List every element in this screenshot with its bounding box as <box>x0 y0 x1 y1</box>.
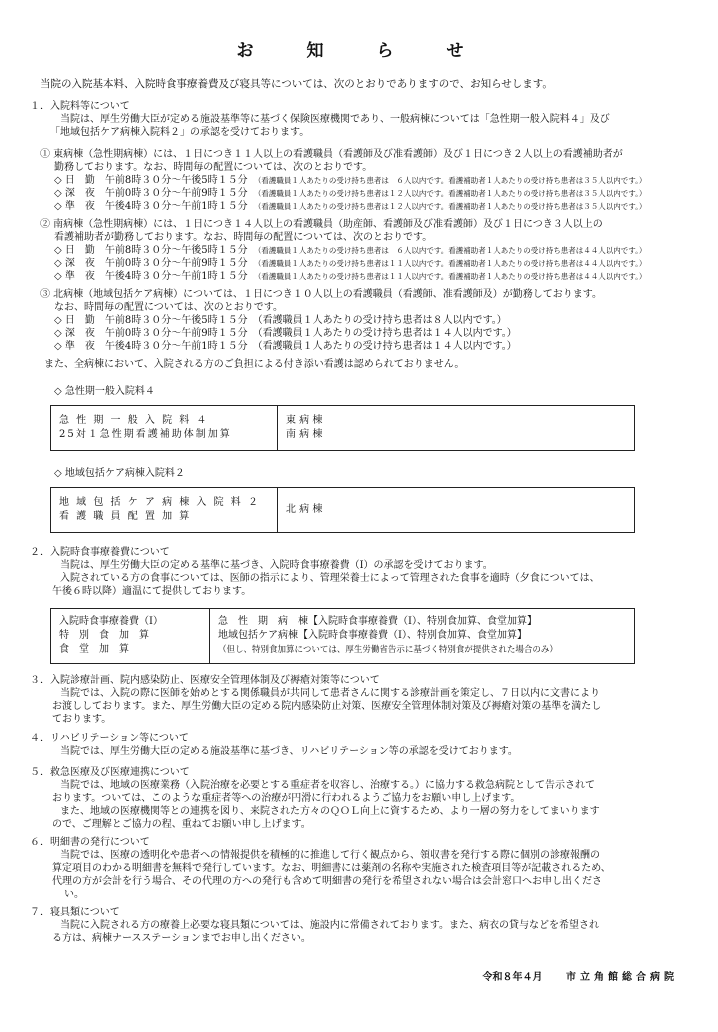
shift-note: （看護職員１人あたりの受け持ち患者は１１人以内です。看護補助者１人あたりの受け持ち患者は４４人以内です。） <box>257 272 647 281</box>
section-5-line: 当院では、地域の医療業務（入院治療を必要とする重症者を収容し、治療する。）に協力する救急病院として告示されて <box>60 780 595 791</box>
ward-north <box>40 288 690 353</box>
table-3-cell: 急 性 期 病 棟【入院時食事療養費（Ⅰ）、特別食加算、食堂加算】 <box>218 616 537 627</box>
section-5-line: おります。ついては、このような重症者等への治療が円滑に行われるようご協力をお願い申し上げます。 <box>52 793 521 804</box>
shift-note: （看護職員１人あたりの受け持ち患者は８人以内です。） <box>257 315 507 326</box>
shift-label: ◇ 深 夜 午前0時３０分～午前9時１５分 <box>54 328 248 339</box>
section-5-line: また、地域の医療機関等との連携を図り、来院された方々のＱＯＬ向上に資するため、より一層の努力をしてまいります <box>60 806 600 817</box>
table-2-right <box>278 488 635 533</box>
table-3-cell: 特 別 食 加 算 <box>59 630 149 641</box>
shift-label: ◇ 日 勤 午前8時３０分～午後5時１５分 <box>54 315 248 326</box>
section-6 <box>30 836 680 901</box>
section-7-line: 当院に入院される方の療養上必要な寝具類については、施設内に常備されております。また、病衣の貸与などを希望され <box>60 920 599 931</box>
section-1-line: 当院は、厚生労働大臣が定める施設基準等に基づく保険医療機関であり、一般病棟については「急性期一般入院料４」及び <box>60 114 610 125</box>
table-1-left <box>51 406 278 451</box>
ward-east-line: 勤務しております。なお、時間毎の配置については、次のとおりです。 <box>54 162 373 173</box>
shift-note: （看護職員１人あたりの受け持ち患者は ６人以内です。看護補助者１人あたりの受け持ち患者は４４人以内です。） <box>257 246 647 255</box>
shift-note: （看護職員１人あたりの受け持ち患者は１４人以内です。） <box>257 328 517 339</box>
shift-row <box>40 327 690 340</box>
table-3 <box>50 608 635 664</box>
section-6-line: 当院では、医療の透明化や患者への情報提供を積極的に推進して行く観点から、領収書を発行する際に個別の診療報酬の <box>60 850 600 861</box>
shift-label: ◇ 準 夜 午後4時３０分～午前1時１５分 <box>54 341 248 352</box>
section-4-line: 当院では、厚生労働大臣の定める施設基準に基づき、リハビリテーション等の承認を受けております。 <box>60 746 518 757</box>
section-2-heading: ２．入院時食事療養費について <box>30 547 170 558</box>
table-3-cell: 入院時食事療養費（Ⅰ） <box>59 616 163 627</box>
shift-row <box>40 257 690 270</box>
table-2-cell: 地 域 包 括 ケ ア 病 棟 入 院 料 ２ <box>59 497 260 508</box>
ward-south-line: 看護補助者が勤務しております。なお、時間毎の配置については、次のとおりです。 <box>54 232 433 243</box>
shift-label: ◇ 深 夜 午前0時３０分～午前9時１５分 <box>54 258 248 269</box>
table-2 <box>50 487 635 533</box>
shift-row <box>40 270 690 283</box>
table-1-cell: 急 性 期 一 般 入 院 料 ４ <box>59 415 209 426</box>
document-title: お 知 ら せ <box>236 41 482 61</box>
footer-date: 令和８年４月 <box>482 972 543 983</box>
shift-label: ◇ 深 夜 午前0時３０分～午前9時１５分 <box>54 188 248 199</box>
table-3-right <box>210 609 635 664</box>
attendance-note: また、全病棟において、入院される方のご負担による付き添い看護は認められておりません。 <box>44 359 465 370</box>
ward-east <box>40 148 690 213</box>
ward-north-line: ③ 北病棟（地域包括ケア病棟）については、１日につき１０人以上の看護職員（看護師、准看護師及）が勤務しております。 <box>40 289 602 300</box>
section-5-heading: ５．救急医療及び医療連携について <box>30 767 190 778</box>
table-1-right <box>278 406 635 451</box>
section-2-line: 午後６時以降）適温にて提供しております。 <box>52 586 252 597</box>
section-5-line: ので、ご理解とご協力の程、重ねてお願い申し上げます。 <box>52 819 311 830</box>
shift-label: ◇ 日 勤 午前8時３０分～午後5時１５分 <box>54 245 248 256</box>
section-2-line: 入院されている方の食事については、医師の指示により、管理栄養士によって管理された食事を適時（夕食については、 <box>60 573 600 584</box>
section-1-line: 「地域包括ケア病棟入院料２」の承認を受けております。 <box>50 127 310 138</box>
shift-note: （看護職員１人あたりの受け持ち患者は１１人以内です。看護補助者１人あたりの受け持ち患者は４４人以内です。） <box>257 259 647 268</box>
section-4-heading: ４．リハビリテーション等について <box>30 733 189 744</box>
table-2-left <box>51 488 278 533</box>
table-3-cell: 食 堂 加 算 <box>59 644 129 655</box>
section-3-line: 当院では、入院の際に医師を始めとする関係職員が共同して患者さんに関する診療計画を策定し、７日以内に文書により <box>60 688 600 699</box>
shift-label: ◇ 準 夜 午後4時３０分～午前1時１５分 <box>54 271 248 282</box>
shift-note: （看護職員１人あたりの受け持ち患者は１２人以内です。看護補助者１人あたりの受け持ち患者は３５人以内です。） <box>257 189 647 198</box>
shift-row <box>40 340 690 353</box>
section-1-heading: １．入院料等について <box>30 101 130 112</box>
ward-south-line: ② 南病棟（急性期病棟）には、１日につき１４人以上の看護職員（助産師、看護師及び准看護師）及び１日につき３人以上の <box>40 219 603 230</box>
section-6-line: 代理の方が会計を行う場合、その代理の方への発行も含めて明細書の発行を希望されない場合は会計窓口へお申し出くださ <box>52 876 602 887</box>
shift-row <box>40 187 690 200</box>
shift-label: ◇ 準 夜 午後4時３０分～午前1時１５分 <box>54 201 248 212</box>
section-3-line: お渡ししております。また、厚生労働大臣の定める院内感染防止対策、医療安全管理体制対策及び褥瘡対策の基準を満たし <box>52 701 602 712</box>
footer-hospital: 市立角館総合病院 <box>566 972 678 983</box>
section-4 <box>30 732 680 758</box>
section-6-line: 算定項目のわかる明細書を無料で発行しています。なお、明細書には薬剤の名称や実施された検査項目等が記載されるため、 <box>52 863 611 874</box>
table-2-cell: 北 病 棟 <box>286 504 323 515</box>
table-3-left <box>51 609 210 664</box>
shift-label: ◇ 日 勤 午前8時３０分～午後5時１５分 <box>54 175 248 186</box>
section-2 <box>30 546 680 598</box>
section-7 <box>30 906 680 945</box>
shift-note: （看護職員１人あたりの受け持ち患者は ６人以内です。看護補助者１人あたりの受け持ち患者は３５人以内です。） <box>257 176 647 185</box>
table-1-heading: ◇ 急性期一般入院料４ <box>54 386 155 397</box>
shift-row <box>40 200 690 213</box>
shift-row <box>40 314 690 327</box>
table-2-heading: ◇ 地域包括ケア病棟入院料２ <box>54 468 185 479</box>
table-1-cell: 東 病 棟 <box>286 415 323 426</box>
table-1-cell: 南 病 棟 <box>286 429 323 440</box>
shift-row <box>40 244 690 257</box>
attendance-note-block <box>44 358 694 371</box>
ward-south <box>40 218 690 283</box>
section-7-line: る方は、病棟ナースステーションまでお申し出ください。 <box>52 933 311 944</box>
section-6-line: い。 <box>64 889 84 900</box>
table-2-cell: 看 護 職 員 配 置 加 算 <box>59 511 192 522</box>
ward-east-line: ① 東病棟（急性期病棟）には、１日につき１１人以上の看護職員（看護師及び准看護師）及び１日につき２人以上の看護補助者が <box>40 149 623 160</box>
shift-note: （看護職員１人あたりの受け持ち患者は１４人以内です。） <box>257 341 517 352</box>
shift-note: （看護職員１人あたりの受け持ち患者は１２人以内です。看護補助者１人あたりの受け持ち患者は３５人以内です。） <box>257 202 647 211</box>
ward-north-line: なお、時間毎の配置については、次のとおりです。 <box>54 302 283 313</box>
table-1-cell: 25対１急性期看護補助体制加算 <box>59 429 232 440</box>
section-3-line: ております。 <box>52 714 112 725</box>
intro-text: 当院の入院基本料、入院時食事療養費及び寝具等については、次のとおりでありますので、お知らせします。 <box>40 78 553 90</box>
section-3 <box>30 674 680 726</box>
table-3-cell: （但し、特別食加算については、厚生労働省告示に基づく特別食が提供された場合のみ） <box>218 645 558 655</box>
section-2-line: 当院は、厚生労働大臣の定める基準に基づき、入院時食事療養費（Ⅰ）の承認を受けております。 <box>60 560 493 571</box>
section-6-heading: ６．明細書の発行について <box>30 837 150 848</box>
table-1 <box>50 405 635 451</box>
section-5 <box>30 766 680 831</box>
shift-row <box>40 174 690 187</box>
footer <box>483 968 678 983</box>
table-3-cell: 地域包括ケア病棟【入院時食事療養費（Ⅰ）、特別食加算、食堂加算】 <box>218 630 527 641</box>
section-1 <box>30 100 680 139</box>
section-7-heading: ７．寝具類について <box>30 907 120 918</box>
section-3-heading: ３．入院診療計画、院内感染防止、医療安全管理体制及び褥瘡対策等について <box>30 675 380 686</box>
